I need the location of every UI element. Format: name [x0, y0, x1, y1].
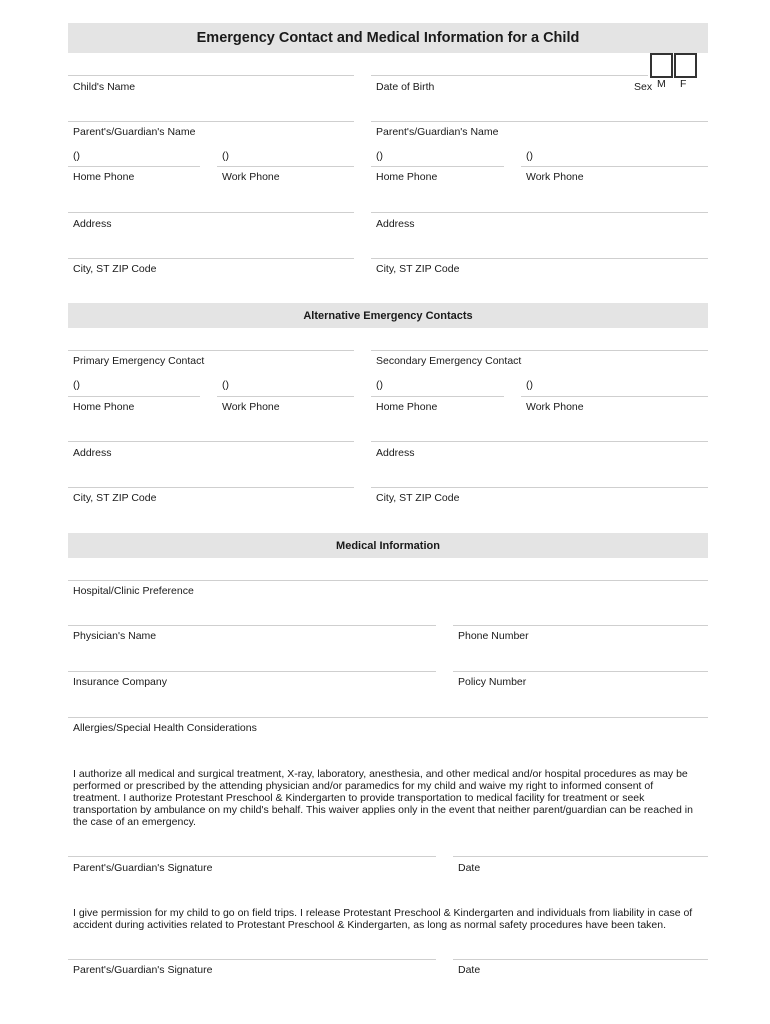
parent-left-address-line[interactable] — [68, 212, 354, 213]
alt-left-address-label: Address — [73, 447, 112, 459]
alt-left-home-phone-field[interactable]: () — [73, 379, 80, 391]
sex-f-label: F — [680, 78, 687, 90]
alt-right-home-phone-field[interactable]: () — [376, 379, 383, 391]
physician-phone-line[interactable] — [453, 625, 708, 626]
alt-right-name-line[interactable] — [371, 350, 708, 351]
parent-left-home-phone-line — [68, 166, 200, 167]
alt-contacts-title: Alternative Emergency Contacts — [303, 310, 473, 322]
alt-left-city-line[interactable] — [68, 487, 354, 488]
parent-right-address-label: Address — [376, 218, 415, 230]
date-of-birth-line[interactable] — [371, 75, 648, 76]
alt-right-home-phone-label: Home Phone — [376, 401, 438, 413]
parent-left-city-line[interactable] — [68, 258, 354, 259]
parent-left-name-label: Parent's/Guardian's Name — [73, 126, 196, 138]
sex-m-label: M — [657, 78, 666, 90]
alt-left-city-label: City, ST ZIP Code — [73, 492, 157, 504]
childs-name-line[interactable] — [68, 75, 354, 76]
parent-left-work-phone-line — [217, 166, 354, 167]
parent-left-home-phone-field[interactable]: () — [73, 150, 80, 162]
parent-left-work-phone-label: Work Phone — [222, 171, 280, 183]
insurance-label: Insurance Company — [73, 676, 167, 688]
parent-left-address-label: Address — [73, 218, 112, 230]
parent-right-home-phone-label: Home Phone — [376, 171, 438, 183]
alt-left-home-phone-label: Home Phone — [73, 401, 135, 413]
parent-left-city-label: City, ST ZIP Code — [73, 263, 157, 275]
medical-band — [68, 533, 708, 558]
alt-left-address-line[interactable] — [68, 441, 354, 442]
signature2-date-label: Date — [458, 964, 481, 976]
alt-left-work-phone-field[interactable]: () — [222, 379, 229, 391]
medical-title: Medical Information — [336, 540, 440, 552]
parent-right-work-phone-field[interactable]: () — [526, 150, 533, 162]
sex-label: Sex — [634, 81, 653, 93]
alt-right-work-phone-field[interactable]: () — [526, 379, 533, 391]
signature2-date-line[interactable] — [453, 959, 708, 960]
parent-left-name-line[interactable] — [68, 121, 354, 122]
alt-right-city-line[interactable] — [371, 487, 708, 488]
title-band — [68, 23, 708, 53]
parent-right-work-phone-line — [521, 166, 708, 167]
alt-right-city-label: City, ST ZIP Code — [376, 492, 460, 504]
parent-right-city-line[interactable] — [371, 258, 708, 259]
alt-right-address-line[interactable] — [371, 441, 708, 442]
signature1-date-label: Date — [458, 862, 481, 874]
signature1-label: Parent's/Guardian's Signature — [73, 862, 213, 874]
sex-f-checkbox[interactable] — [674, 53, 697, 78]
alt-left-work-phone-label: Work Phone — [222, 401, 280, 413]
insurance-line[interactable] — [68, 671, 436, 672]
policy-label: Policy Number — [458, 676, 527, 688]
signature1-line[interactable] — [68, 856, 436, 857]
field-trip-paragraph: I give permission for my child to go on field trips. I release Protestant Preschool & Kindergarten and individuals from liability in case of accident during activities related to Protestant Preschool & Kindergarten, as long as normal safety procedures have been taken. — [73, 907, 693, 931]
childs-name-label: Child's Name — [73, 81, 136, 93]
alt-right-home-phone-line — [371, 396, 504, 397]
parent-right-city-label: City, ST ZIP Code — [376, 263, 460, 275]
alt-left-work-phone-line — [217, 396, 354, 397]
parent-right-name-label: Parent's/Guardian's Name — [376, 126, 499, 138]
physician-label: Physician's Name — [73, 630, 157, 642]
parent-right-work-phone-label: Work Phone — [526, 171, 584, 183]
authorization-paragraph: I authorize all medical and surgical treatment, X-ray, laboratory, anesthesia, and other medical and/or hospital procedures as may be performed or prescribed by the attending physician and/or paramedics for my child and waive my right to informed consent of treatment. I authorize Protestant Preschool & Kindergarten to provide transportation to medical facility for treatment or seek transportation by ambulance on my child's behalf. This waiver applies only in the event that neither parent/guardian can be reached in the case of an emergency. — [73, 768, 693, 828]
physician-phone-label: Phone Number — [458, 630, 529, 642]
parent-right-home-phone-line — [371, 166, 504, 167]
physician-line[interactable] — [68, 625, 436, 626]
parent-right-home-phone-field[interactable]: () — [376, 150, 383, 162]
sex-m-checkbox[interactable] — [650, 53, 673, 78]
page-title: Emergency Contact and Medical Information for a Child — [196, 30, 580, 46]
parent-left-work-phone-field[interactable]: () — [222, 150, 229, 162]
alt-left-name-label: Primary Emergency Contact — [73, 355, 205, 367]
parent-left-home-phone-label: Home Phone — [73, 171, 135, 183]
allergies-label: Allergies/Special Health Considerations — [73, 722, 257, 734]
allergies-line[interactable] — [68, 717, 708, 718]
date-of-birth-label: Date of Birth — [376, 81, 435, 93]
hospital-line[interactable] — [68, 580, 708, 581]
alt-right-name-label: Secondary Emergency Contact — [376, 355, 522, 367]
parent-right-address-line[interactable] — [371, 212, 708, 213]
signature2-line[interactable] — [68, 959, 436, 960]
parent-right-name-line[interactable] — [371, 121, 708, 122]
alt-left-home-phone-line — [68, 396, 200, 397]
alt-right-work-phone-line — [521, 396, 708, 397]
alt-contacts-band — [68, 303, 708, 328]
alt-right-address-label: Address — [376, 447, 415, 459]
hospital-label: Hospital/Clinic Preference — [73, 585, 194, 597]
signature1-date-line[interactable] — [453, 856, 708, 857]
alt-left-name-line[interactable] — [68, 350, 354, 351]
policy-line[interactable] — [453, 671, 708, 672]
signature2-label: Parent's/Guardian's Signature — [73, 964, 213, 976]
alt-right-work-phone-label: Work Phone — [526, 401, 584, 413]
